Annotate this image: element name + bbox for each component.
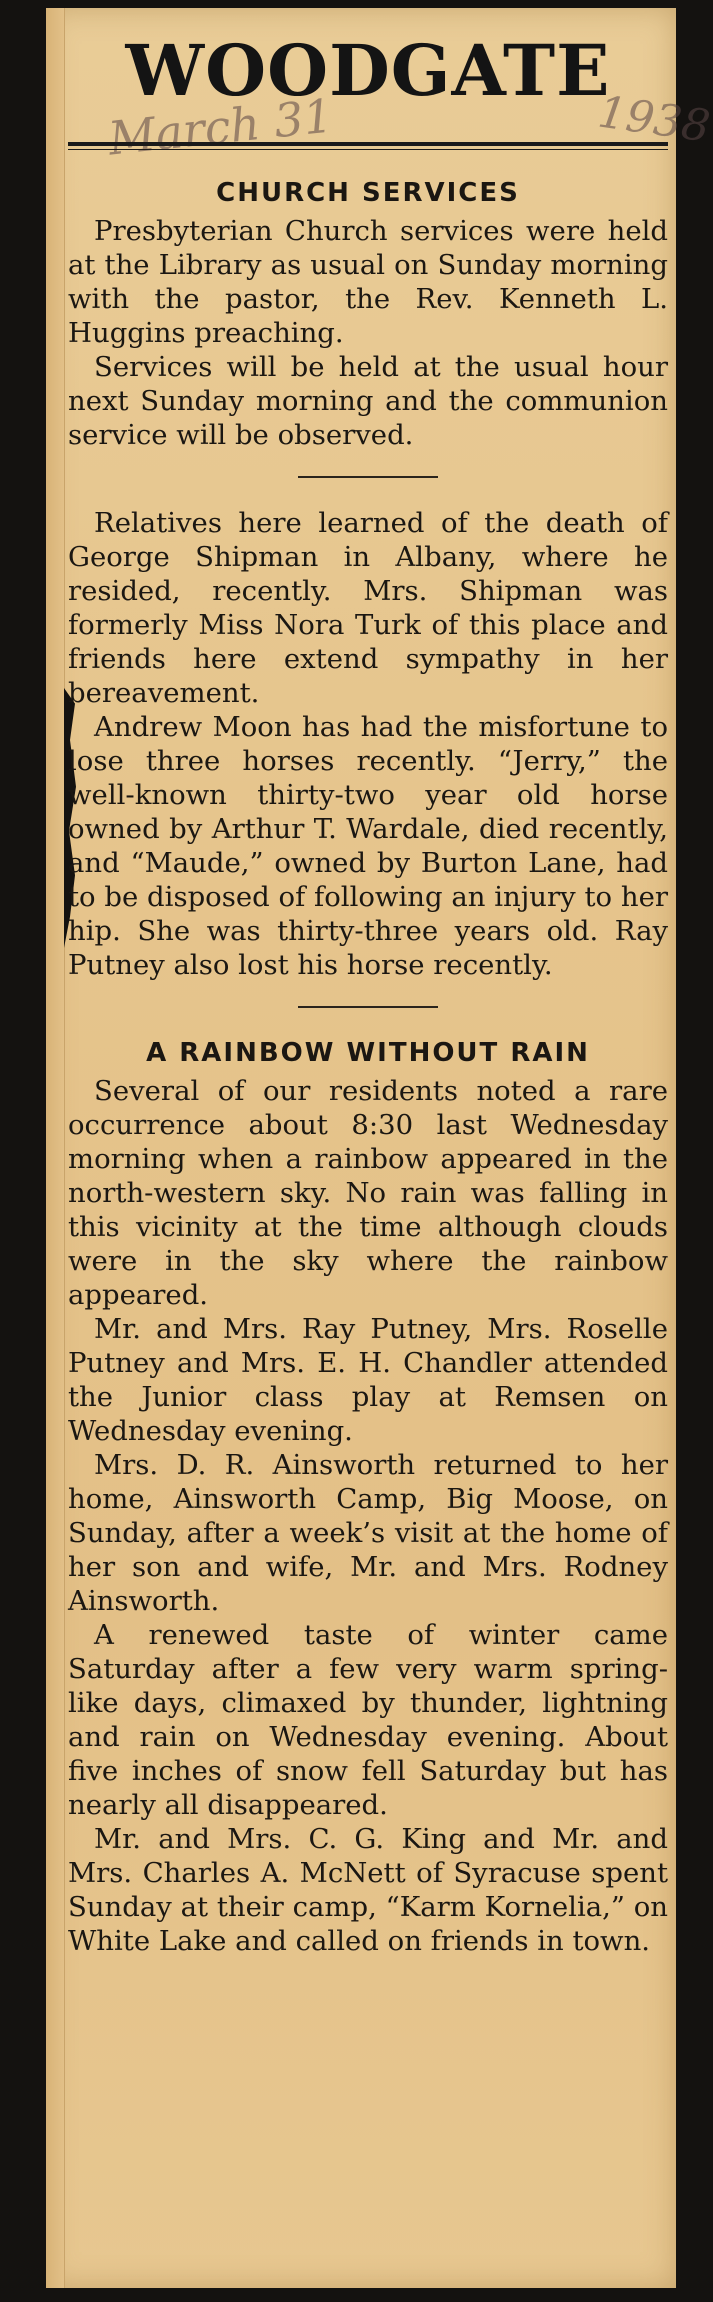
section-divider xyxy=(298,476,438,478)
rainbow-paragraph-3: Mrs. D. R. Ainsworth returned to her home, Ainsworth Camp, Big Moose, on Sunday, after a week’s visit at the home of her son and wife, Mr. and Mrs. Rodney Ainsworth. xyxy=(68,1449,668,1617)
handwritten-year: 1938 xyxy=(594,86,713,153)
clipping-left-edge xyxy=(46,8,65,2288)
article-column xyxy=(68,168,668,1958)
masthead-rule-thin xyxy=(68,149,668,150)
rainbow-heading: A RAINBOW WITHOUT RAIN xyxy=(146,1038,590,1068)
masthead-rule xyxy=(68,142,668,146)
rainbow-paragraph-1: Several of our residents noted a rare occurrence about 8:30 last Wednesday morning when a rainbow appeared in the north-western sky. No rain was falling in this vicinity at the time although clouds were in the sky where the rainbow appeared. xyxy=(68,1075,668,1311)
newspaper-clipping xyxy=(46,8,713,2288)
shipman-paragraph: Relatives here learned of the death of George Shipman in Albany, where he resided, recently. Mrs. Shipman was formerly Miss Nora Turk of this place and friends here extend sympathy in her bereavement. xyxy=(68,507,668,709)
rainbow-paragraph-4: A renewed taste of winter came Saturday after a few very warm spring-like days, climaxed by thunder, lightning and rain on Wednesday evening. About five inches of snow fell Saturday but has nearly all disappeared. xyxy=(68,1619,668,1821)
handwritten-date: March 31 xyxy=(105,88,336,166)
rainbow-paragraph-5: Mr. and Mrs. C. G. King and Mr. and Mrs. Charles A. McNett of Syracuse spent Sunday at their camp, “Karm Kornelia,” on White Lake and called on friends in town. xyxy=(68,1823,668,1957)
church-services-heading: CHURCH SERVICES xyxy=(216,178,520,208)
horses-paragraph: Andrew Moon has had the misfortune to lose three horses recently. “Jerry,” the well-known thirty-two year old horse owned by Arthur T. Wardale, died recently, and “Maude,” owned by Burton Lane, had to be disposed of following an injury to her hip. She was thirty-three years old. Ray Putney also lost his horse recently. xyxy=(68,711,668,981)
rainbow-paragraph-2: Mr. and Mrs. Ray Putney, Mrs. Roselle Putney and Mrs. E. H. Chandler attended the Junior class play at Remsen on Wednesday evening. xyxy=(68,1313,668,1447)
section-divider xyxy=(298,1006,438,1008)
church-paragraph-2: Services will be held at the usual hour next Sunday morning and the communion service will be observed. xyxy=(68,351,668,451)
masthead-title: WOODGATE xyxy=(125,29,611,112)
masthead xyxy=(68,14,713,166)
church-paragraph-1: Presbyterian Church services were held at the Library as usual on Sunday morning with the pastor, the Rev. Kenneth L. Huggins preaching. xyxy=(68,215,668,349)
